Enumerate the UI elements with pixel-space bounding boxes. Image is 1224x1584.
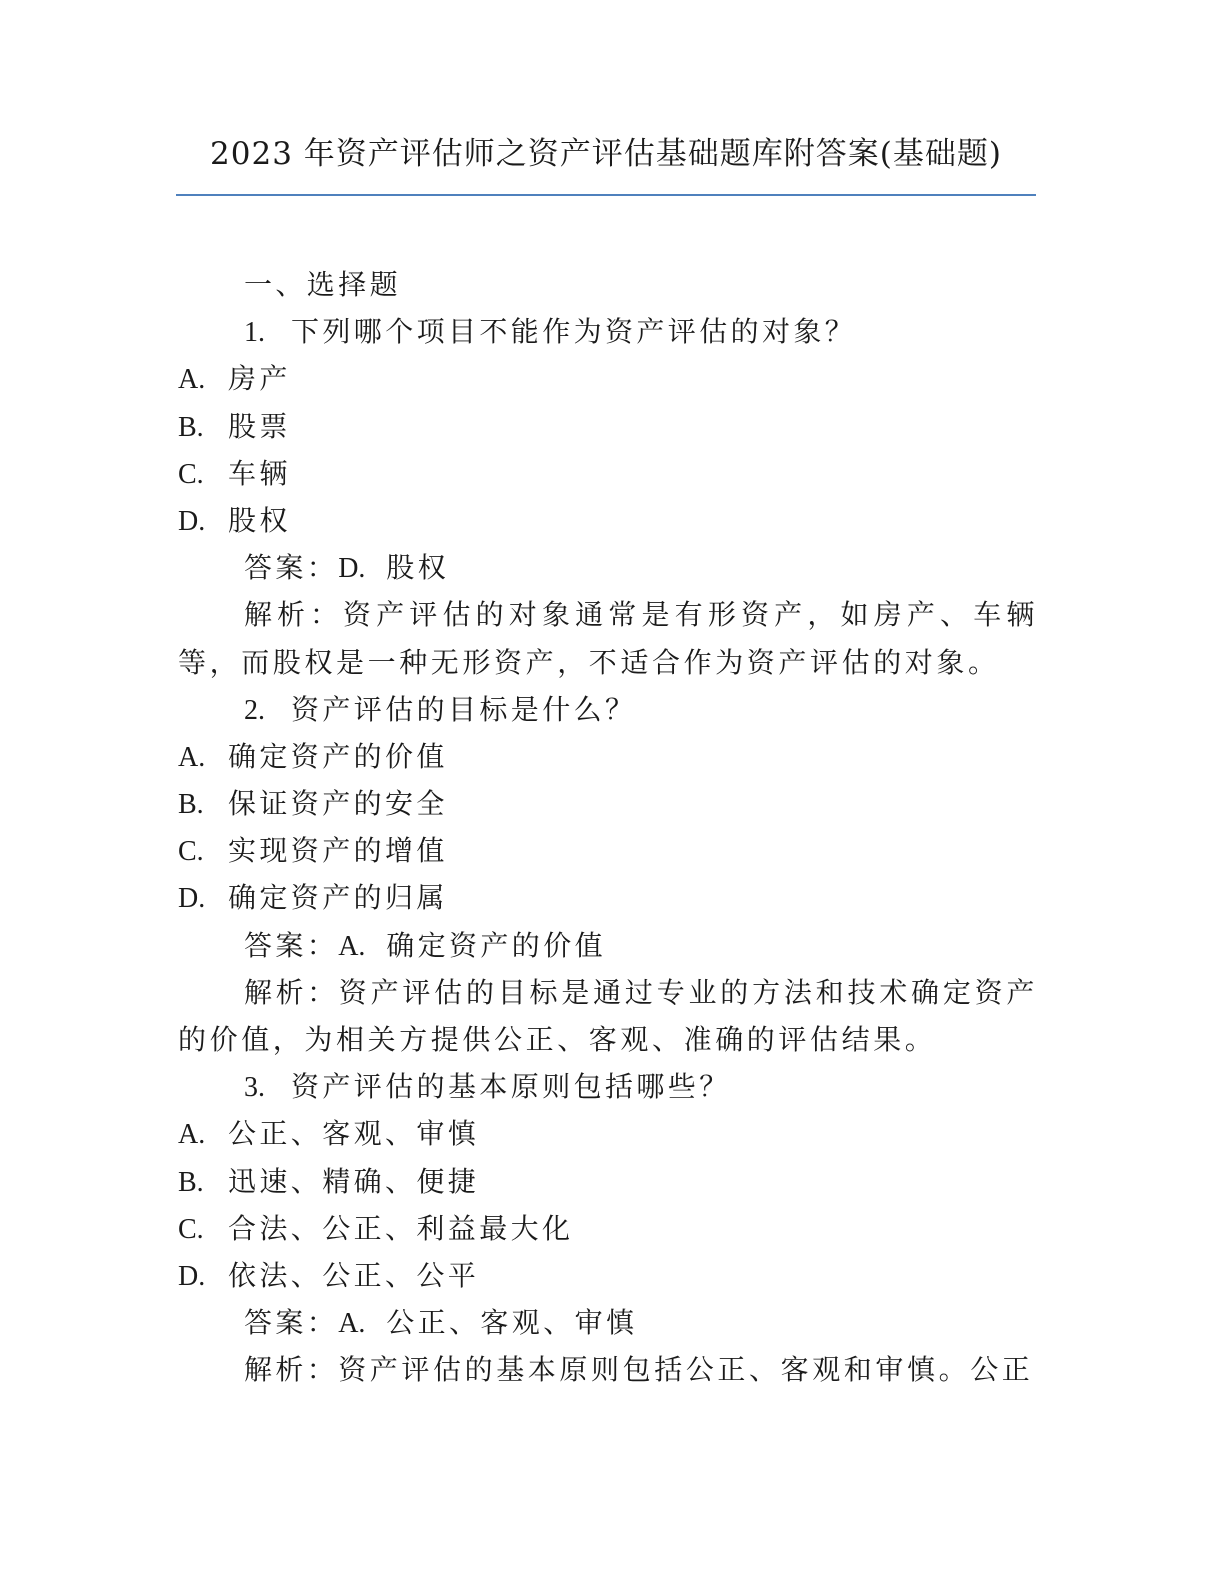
option-letter: D. [178,1261,206,1292]
option-text: 房产 [228,362,291,396]
option-text: 实现资产的增值 [228,834,448,868]
question-text: 下列哪个项目不能作为资产评估的对象？ [291,315,857,349]
question-line [178,686,1038,733]
option-letter: C. [178,1213,204,1245]
answer-letter: A. [338,930,366,962]
answer-letter: A. [338,1308,366,1340]
answer-line [178,544,1038,591]
option-d [178,1252,1038,1299]
explanation-text: 资产评估的对象通常是有形资产，如房产、车辆等，而股权是一种无形资产，不适合作为资产评估的对象。 [178,598,1038,679]
answer-label: 答案： [244,551,339,585]
question-block [178,1063,1038,1393]
explanation-paragraph [178,1346,1038,1393]
answer-label: 答案： [244,1306,339,1340]
answer-letter: D. [338,553,366,585]
option-letter: B. [178,1166,204,1198]
option-c [178,450,1038,497]
explanation-label: 解析： [244,1353,339,1387]
option-a [178,733,1038,780]
explanation-text: 资产评估的目标是通过专业的方法和技术确定资产的价值，为相关方提供公正、客观、准确的评估结果。 [178,975,1039,1057]
explanation-paragraph [178,591,1038,685]
question-line [178,1063,1038,1110]
option-text: 保证资产的安全 [228,787,448,821]
option-letter: D. [178,883,206,915]
explanation-label: 解析： [244,598,343,632]
option-letter: B. [178,411,204,443]
answer-line [178,922,1038,969]
option-text: 确定资产的价值 [228,739,448,773]
option-d [178,497,1038,544]
question-number: 1. [244,317,265,349]
option-letter: A. [178,1119,206,1151]
option-b [178,403,1038,450]
option-letter: D. [178,505,206,537]
option-a [178,355,1038,402]
document-title: 2023 年资产评估师之资产评估基础题库附答案(基础题) [210,136,1002,172]
question-number: 2. [244,694,265,726]
option-d [178,874,1038,921]
question-block [178,686,1038,1064]
answer-text: 股权 [386,551,450,585]
option-b [178,1158,1038,1205]
option-text: 确定资产的归属 [228,881,448,915]
explanation-paragraph [178,969,1038,1063]
option-text: 股权 [228,503,291,537]
question-line [178,308,1038,355]
explanation-label: 解析： [244,975,339,1009]
section-heading: 一、选择题 [244,268,402,301]
answer-label: 答案： [244,928,339,962]
option-letter: C. [178,458,204,490]
option-text: 股票 [228,409,291,443]
option-a [178,1110,1038,1157]
option-c [178,1205,1038,1252]
option-letter: A. [178,364,206,396]
answer-text: 公正、客观、审慎 [386,1306,638,1340]
option-c [178,827,1038,874]
option-letter: C. [178,836,204,868]
option-text: 依法、公正、公平 [228,1259,480,1292]
answer-text: 确定资产的价值 [386,928,607,962]
question-block [178,308,1038,686]
question-text: 资产评估的基本原则包括哪些？ [291,1070,731,1104]
option-letter: B. [178,789,204,821]
answer-line [178,1299,1038,1346]
option-b [178,780,1038,827]
option-letter: A. [178,741,206,773]
question-number: 3. [244,1072,265,1104]
option-text: 车辆 [228,456,291,490]
option-text: 合法、公正、利益最大化 [228,1211,574,1245]
option-text: 迅速、精确、便捷 [228,1164,480,1198]
question-text: 资产评估的目标是什么？ [291,692,637,726]
option-text: 公正、客观、审慎 [228,1117,480,1151]
explanation-text: 资产评估的基本原则包括公正、客观和审慎。公正 [338,1353,1034,1387]
document-body [178,261,1038,1394]
title-underline [176,194,1036,196]
